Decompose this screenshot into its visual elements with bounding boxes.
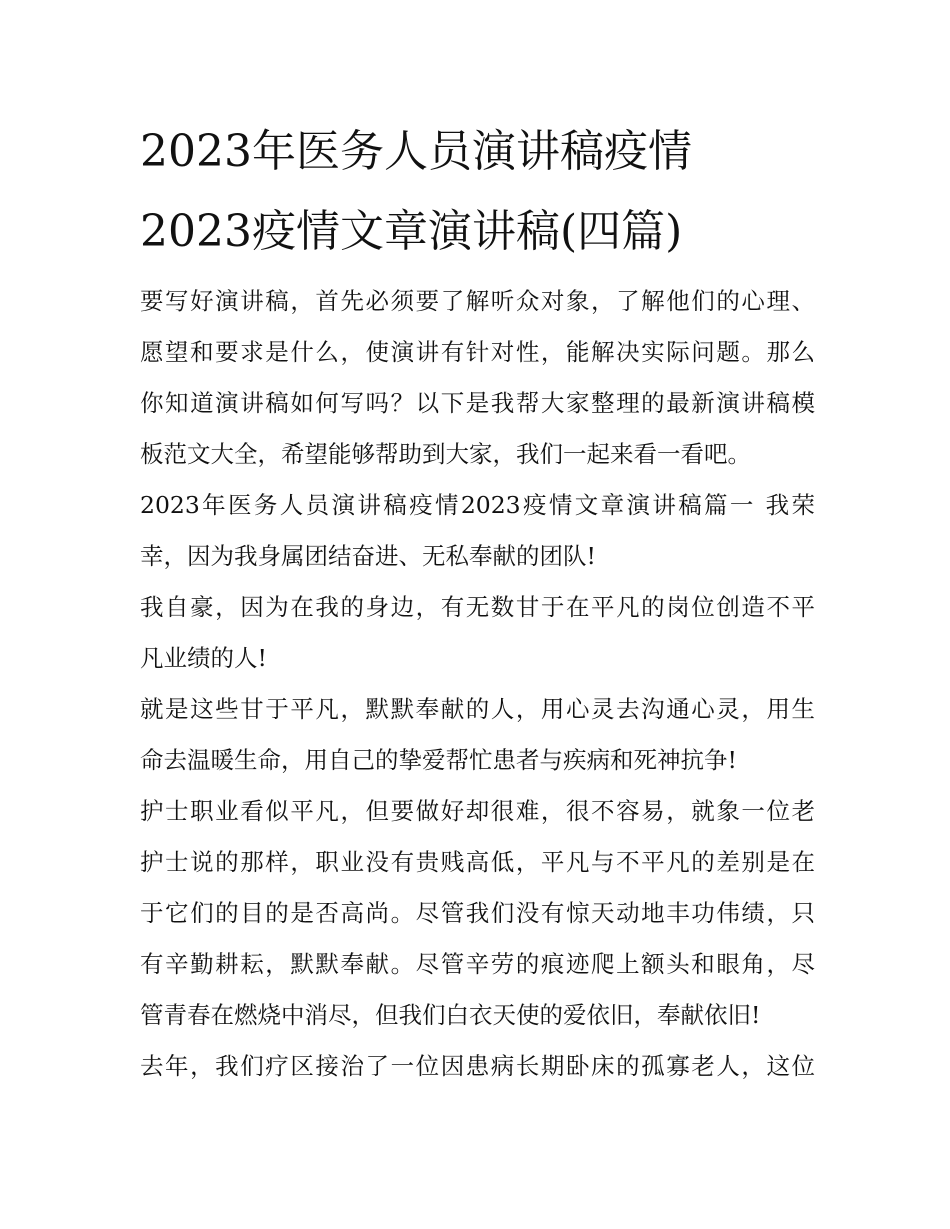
body-line: 凡业绩的人!	[140, 644, 267, 672]
body-line: 于它们的目的是否高尚。尽管我们没有惊天动地丰功伟绩，只	[140, 899, 815, 927]
document-page	[140, 0, 815, 1229]
body-line: 命去温暖生命，用自己的挚爱帮忙患者与疾病和死神抗争!	[140, 746, 737, 774]
body-line: 护士职业看似平凡，但要做好却很难，很不容易，就象一位老	[140, 797, 815, 825]
title-line-2: 2023疫情文章演讲稿(四篇)	[140, 206, 683, 257]
body-line: 幸，因为我身属团结奋进、无私奉献的团队!	[140, 542, 596, 570]
body-line: 愿望和要求是什么，使演讲有针对性，能解决实际问题。那么	[140, 338, 815, 366]
body-line: 要写好演讲稿，首先必须要了解听众对象，了解他们的心理、	[140, 287, 815, 315]
body-line: 就是这些甘于平凡，默默奉献的人，用心灵去沟通心灵，用生	[140, 695, 815, 723]
title-line-1: 2023年医务人员演讲稿疫情	[140, 126, 692, 177]
body-line: 2023年医务人员演讲稿疫情2023疫情文章演讲稿篇一 我荣	[140, 491, 815, 519]
document-title	[140, 112, 815, 272]
body-line: 有辛勤耕耘，默默奉献。尽管辛劳的痕迹爬上额头和眼角，尽	[140, 950, 815, 978]
body-line: 去年，我们疗区接治了一位因患病长期卧床的孤寡老人，这位	[140, 1052, 815, 1080]
body-line: 管青春在燃烧中消尽，但我们白衣天使的爱依旧，奉献依旧!	[140, 1001, 761, 1029]
body-line: 你知道演讲稿如何写吗？以下是我帮大家整理的最新演讲稿模	[140, 389, 815, 417]
body-line: 我自豪，因为在我的身边，有无数甘于在平凡的岗位创造不平	[140, 593, 815, 621]
body-line: 板范文大全，希望能够帮助到大家，我们一起来看一看吧。	[140, 440, 751, 468]
body-line: 护士说的那样，职业没有贵贱高低，平凡与不平凡的差别是在	[140, 848, 815, 876]
document-body	[140, 276, 815, 1092]
